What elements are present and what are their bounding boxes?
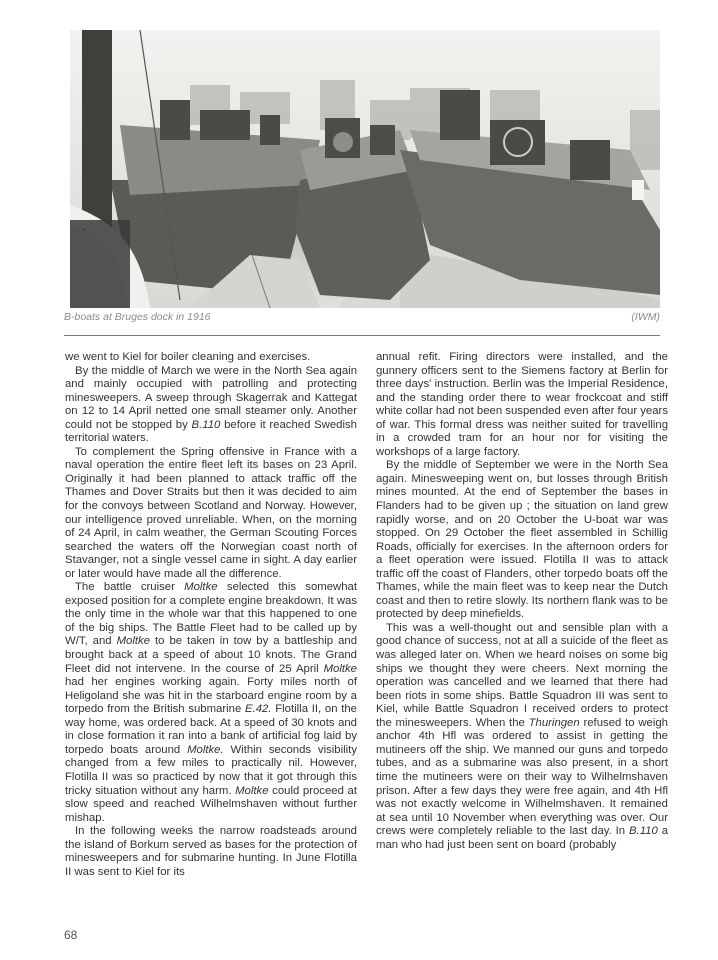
paragraph	[376, 351, 668, 459]
text-run: The battle cruiser	[75, 581, 185, 594]
text-run: could proceed at slow speed and reached Wilhelmshaven without further mishap.	[65, 784, 358, 824]
italic-text: B.110	[191, 418, 221, 431]
figure-credit: (IWM)	[631, 311, 660, 323]
paragraph	[376, 459, 668, 622]
text-run: By the middle of September we were in the North Sea again. Minesweeping went on, but losses through British mines mounted. At the end of September the bases in Flanders had to be given up ; the situation on land grew rapidly worse, and on 20 October the U-boat war was stopped. On 29 October the fleet assembled in Schillig Roads, officially for exercises. In the afternoon orders for a fleet operation were issued. Flotilla II was to attack traffic off the coast of Flanders, other torpedo boats off the Thames, while the main fleet was to keep near the Dutch coast and then to retire slowly. Its northern flank was to be protected by deep minefields.	[376, 459, 668, 621]
figure-caption-row	[64, 311, 660, 327]
left-text-column	[65, 351, 357, 879]
text-run: To complement the Spring offensive in France with a naval operation the entire fleet left its bases on 23 April. Originally it had been planned to attack traffic off the Thames and Dover Straits but then it was decided to aim for the convoys between Scotland and Norway. However, our intelligence proved unreliable. When, on the morning of 24 April, in calm weather, the German Scouting Forces searched the waters off the Norwegian coast north of Stavanger, not a single vessel came in sight. A day earlier or later would have made all the difference.	[65, 445, 357, 580]
text-run: selected this somewhat exposed position for a complete engine breakdown. It was the only time in the whole war that this happened to one of the big ships. The Battle Fleet had to be called up by W/T, and	[65, 581, 357, 648]
figure-caption: B-boats at Bruges dock in 1916	[64, 311, 211, 323]
right-bollard	[632, 180, 644, 200]
text-run: refused to weigh anchor 4th Hfl was ordered to assist in getting the mutineers off the ship. We manned our guns and torpedo tubes, and as a submarine was also present, in a short time the mutineers were on their way to Wilhelmshaven prison. After a few days they were free again, and 4th Hfl was not exactly welcome in Wilhelmshaven. It remained at sea until 10 November when everything was over. Our crews were completely reliable to the last day. In	[376, 716, 668, 838]
text-run: to be taken in tow by a battleship and brought back at a speed of about 10 knots. The Grand Fleet did not intervene. In the course of 25 April	[65, 635, 357, 675]
paragraph	[376, 622, 668, 852]
italic-text: Moltke	[116, 635, 151, 648]
text-run: annual refit. Firing directors were installed, and the gunnery officers sent to the Siemens factory at Berlin for three days' instruction. Berlin was the Imperial Residence, and the standing order there to wear frockcoat and stiff white collar had not been suspended even after four years of war. This formal dress was neither suited for travelling in a crowded tram for an hour nor for visiting the workshops of a large factory.	[376, 351, 668, 458]
paragraph	[65, 581, 357, 825]
text-run: a man who had just been sent on board (probably	[376, 825, 668, 851]
italic-text: B.110	[628, 825, 658, 838]
foreground-pillar	[82, 30, 112, 230]
text-run: In the following weeks the narrow roadsteads around the island of Borkum served as bases for the protection of minesweepers and for submarine hunting. In June Flotilla II was sent to Kiel for its	[65, 825, 357, 878]
paragraph	[65, 825, 357, 879]
italic-text: Moltke	[235, 784, 269, 797]
text-run: had her engines working again. Forty miles north of Heligoland she was hit in the starboard engine room by a torpedo from the British submarine	[65, 676, 357, 716]
dock-photo-illustration	[70, 30, 660, 308]
photograph-b-boats-bruges-dock	[70, 30, 660, 308]
text-run: This was a well-thought out and sensible plan with a good chance of success, not at all a suicide of the fleet as was alleged later on. When we heard noises on some big ships we thought they were cheers. Next morning the operation was cancelled and we learned that there had been riots in some ships. Battle Squadron III was sent to Kiel, while Battle Squadron I received orders to protect the minesweepers. When the	[376, 621, 668, 729]
text-run: By the middle of March we were in the North Sea again and mainly occupied with patrolling and protecting minesweepers. A sweep through Skagerrak and Kattegat on 12 to 14 April netted one small steamer only. Another could not be stopped by	[65, 364, 357, 431]
right-text-column	[376, 351, 668, 852]
italic-text: E.42.	[245, 703, 272, 716]
italic-text: Moltke	[323, 662, 357, 675]
page-number: 68	[64, 928, 78, 942]
paragraph	[65, 446, 357, 581]
italic-text: Thuringen	[528, 716, 580, 729]
text-run: we went to Kiel for boiler cleaning and exercises.	[65, 351, 311, 363]
foreground-left-dark	[70, 220, 130, 308]
paragraph	[65, 351, 357, 365]
caption-divider	[64, 335, 660, 336]
text-run: before it reached Swedish territorial waters.	[65, 418, 357, 445]
italic-text: Moltke.	[187, 743, 224, 756]
italic-text: Moltke	[184, 581, 218, 594]
text-run: Flotilla II, on the way home, was ordered back. At a speed of 30 knots and in close formation it ran into a bank of artificial fog laid by torpedo boats around	[65, 703, 357, 756]
paragraph	[65, 365, 357, 446]
text-run: Within seconds visibility changed from a few miles to practically nil. However, Flotilla II was so practiced by now that it got through this tricky situation without any harm.	[65, 743, 357, 797]
